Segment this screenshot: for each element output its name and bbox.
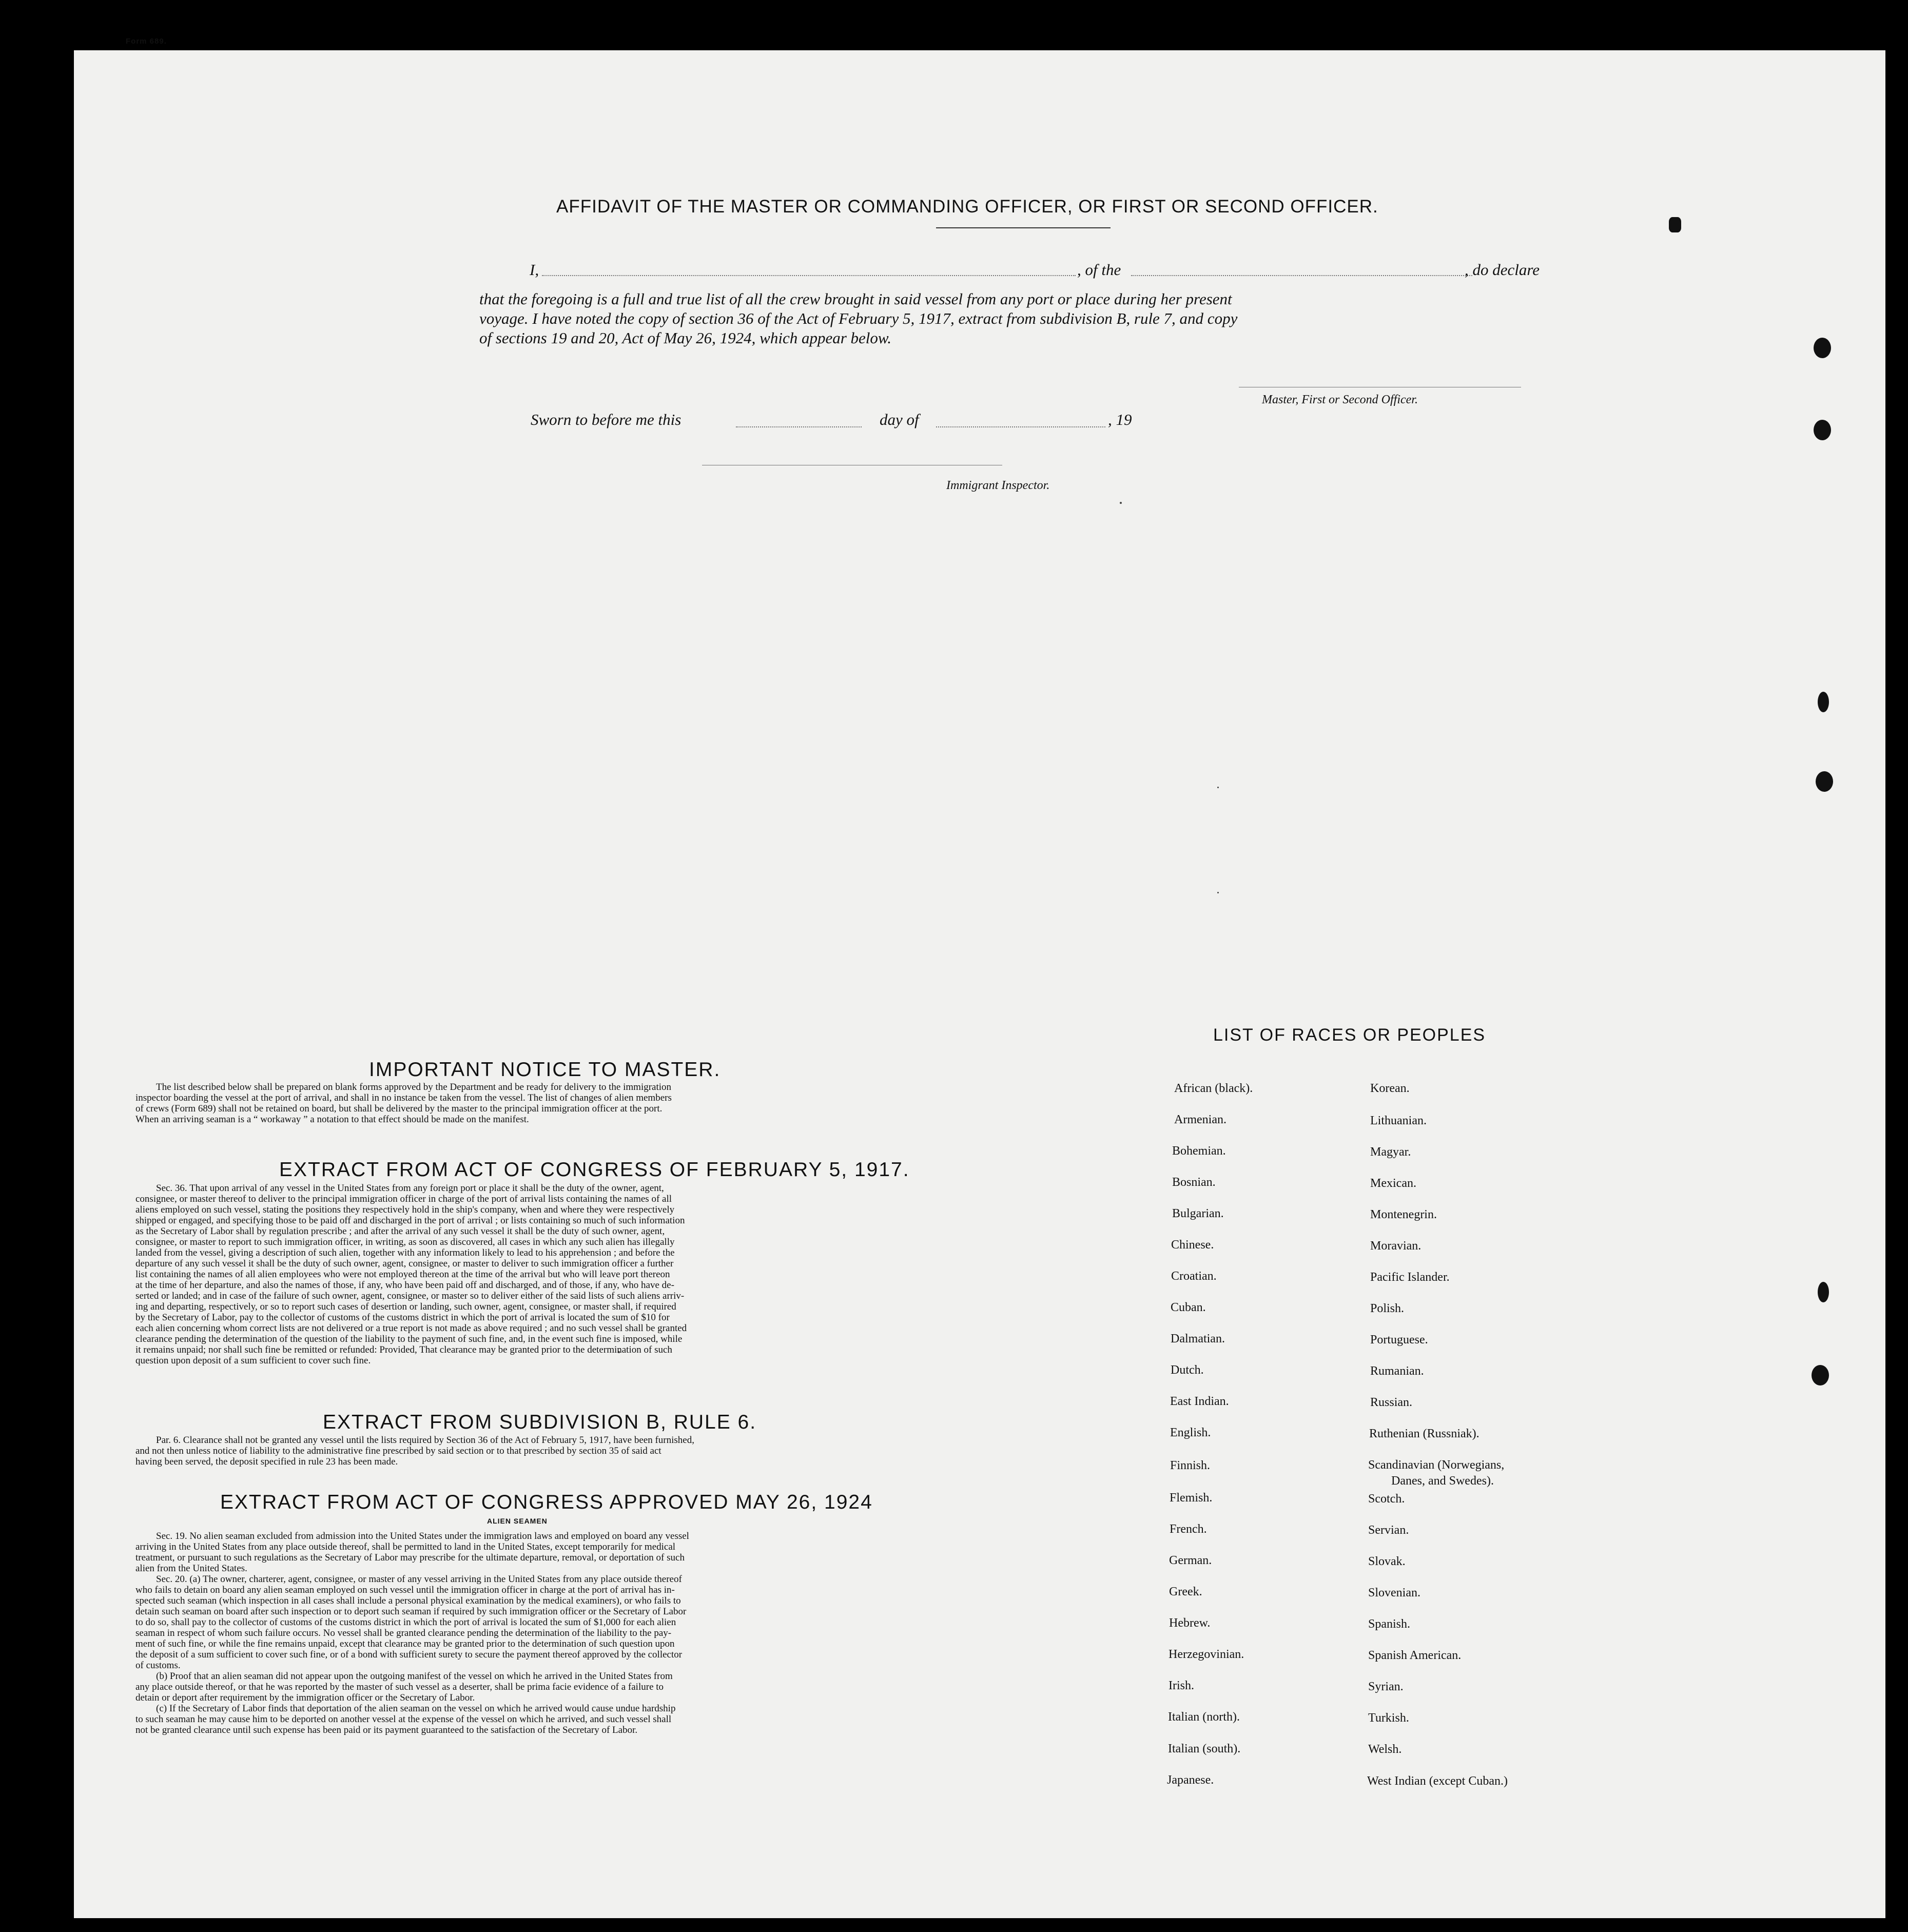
race-left-item: Croatian.	[1171, 1270, 1217, 1283]
form-number: Form 689.	[126, 37, 167, 46]
race-right-item: Polish.	[1370, 1302, 1405, 1315]
races-title: LIST OF RACES OR PEOPLES	[1213, 1025, 1486, 1045]
notice-line: of crews (Form 689) shall not be retained on board, but shall be delivered by the master to the principal immigration officer at the port.	[135, 1103, 663, 1114]
race-right-item: Moravian.	[1370, 1239, 1422, 1253]
race-right-item: Portuguese.	[1370, 1333, 1428, 1346]
race-left-item: Japanese.	[1167, 1773, 1214, 1787]
extract-1917-title: EXTRACT FROM ACT OF CONGRESS OF FEBRUARY 5, 1917.	[279, 1159, 910, 1181]
affidavit-of-the: , of the	[1077, 261, 1121, 279]
extract-1917-line: list containing the names of all alien employees who were not employed thereon at the time of the arrival but who will leave port thereon	[135, 1269, 670, 1280]
race-right-item: Ruthenian (Russniak).	[1369, 1427, 1479, 1440]
race-left-item: Flemish.	[1170, 1491, 1213, 1505]
race-left-item: Irish.	[1169, 1679, 1194, 1692]
race-right-item: Scandinavian (Norwegians,	[1368, 1458, 1505, 1472]
extract-1924-line: any place outside thereof, or that he was reported by the master of such vessel as a deserter, shall be prima facie evidence of a failure to	[135, 1682, 664, 1692]
extract-1917-line: Sec. 36. That upon arrival of any vessel in the United States from any foreign port or place it shall be the duty of the owner, agent,	[156, 1183, 664, 1194]
race-right-item: Montenegrin.	[1370, 1208, 1437, 1221]
extract-1924-line: spected such seaman (which inspection in all cases shall include a personal physical examination by the medical examiners), or who fails to	[135, 1595, 681, 1606]
punch-hole	[1818, 1282, 1829, 1302]
extract-1917-line: question upon deposit of a sum sufficient to cover such fine.	[135, 1355, 371, 1366]
affidavit-line-4: of sections 19 and 20, Act of May 26, 1924, which appear below.	[479, 329, 892, 347]
race-left-item: Greek.	[1169, 1585, 1202, 1598]
race-left-item: Armenian.	[1174, 1113, 1226, 1126]
extract-1917-line: by the Secretary of Labor, pay to the collector of customs of the customs district in which the port of arrival is located the sum of $10 for	[135, 1312, 670, 1323]
extract-1924-line: seaman in respect of whom such failure occurs. No vessel shall be granted clearance pending the determination of the liability to the pay-	[135, 1628, 672, 1638]
race-left-item: Herzegovinian.	[1169, 1648, 1244, 1661]
extract-1924-line: not be granted clearance until such expense has been paid or its payment guaranteed to the satisfaction of the Secretary of Labor.	[135, 1725, 638, 1735]
scan-speck	[1120, 502, 1122, 504]
race-left-item: Bohemian.	[1172, 1144, 1226, 1158]
extract-1924-title: EXTRACT FROM ACT OF CONGRESS APPROVED MAY 26, 1924	[220, 1491, 873, 1513]
race-right-item: Slovak.	[1368, 1555, 1406, 1568]
sworn-year: , 19	[1108, 411, 1132, 428]
race-left-item: Italian (south).	[1168, 1742, 1241, 1755]
race-left-item: Italian (north).	[1168, 1710, 1240, 1724]
race-right-item: Scotch.	[1368, 1492, 1405, 1506]
race-right-item: Magyar.	[1370, 1145, 1411, 1159]
affidavit-i-label: I,	[530, 261, 539, 279]
extract-1924-line: who fails to detain on board any alien seaman employed on such vessel until the immigration officer in charge at the port of arrival has in-	[135, 1585, 675, 1595]
extract-1924-line: arriving in the United States from any place outside thereof, shall be permitted to land in the United States, except temporarily for medical	[135, 1541, 676, 1552]
race-left-item: East Indian.	[1170, 1395, 1229, 1408]
sworn-label: Sworn to before me this	[531, 411, 682, 428]
affidavit-do-declare: , do declare	[1465, 261, 1540, 279]
scan-speck	[1217, 892, 1219, 893]
extract-rule6-line: having been served, the deposit specified in rule 23 has been made.	[135, 1456, 398, 1467]
race-left-item: Bosnian.	[1172, 1176, 1216, 1189]
ink-blot	[1669, 217, 1681, 232]
race-right-item: Danes, and Swedes).	[1391, 1474, 1494, 1488]
punch-hole	[1818, 692, 1829, 712]
race-right-item: Russian.	[1370, 1396, 1413, 1409]
extract-1917-line: consignee, or master to report to such immigration officer, in writing, as soon as discovered, all cases in which any such alien has illegally	[135, 1237, 675, 1247]
race-left-item: Bulgarian.	[1172, 1207, 1224, 1220]
punch-hole	[1816, 771, 1833, 792]
extract-1917-line: shipped or engaged, and specifying those to be paid off and discharged in the port of arrival ; or lists containing so much of such information	[135, 1215, 685, 1226]
document-page	[74, 50, 1885, 1918]
race-right-item: Mexican.	[1370, 1177, 1416, 1190]
race-left-item: Hebrew.	[1169, 1616, 1211, 1630]
extract-1924-line: ment of such fine, or while the fine remains unpaid, except that clearance may be granted prior to the determination of such question upon	[135, 1638, 675, 1649]
extract-1924-line: to such seaman he may cause him to be deported on another vessel at the expense of the vessel on which he arrived, and such vessel shall	[135, 1714, 672, 1725]
punch-hole	[1814, 338, 1831, 358]
race-right-item: West Indian (except Cuban.)	[1367, 1774, 1508, 1788]
notice-line: When an arriving seaman is a “ workaway ” a notation to that effect should be made on the manifest.	[135, 1114, 529, 1125]
extract-1917-line: ing and departing, respectively, or so to report such cases of desertion or landing, such owner, agent, consignee, or master shall, if required	[135, 1301, 676, 1312]
extract-1924-line: detain or deport after requirement by the immigration officer or the Secretary of Labor.	[135, 1692, 475, 1703]
extract-1917-line: departure of any such vessel it shall be the duty of such owner, agent, consignee, or master to deliver to such immigration officer a further	[135, 1258, 674, 1269]
notice-text	[135, 1082, 931, 1125]
extract-rule6-text	[135, 1435, 954, 1467]
race-right-item: Welsh.	[1368, 1743, 1402, 1756]
extract-1917-line: as the Secretary of Labor shall by regulation prescribe ; and after the arrival of any such vessel it shall be the duty of such owner, agent,	[135, 1226, 665, 1237]
name-blank[interactable]	[542, 275, 1076, 276]
extract-1917-line: each alien concerning whom correct lists are not delivered or a true report is not made as above required ; and no such vessel shall be granted	[135, 1323, 687, 1334]
notice-line: The list described below shall be prepared on blank forms approved by the Department and be ready for delivery to the immigration	[156, 1082, 672, 1092]
extract-1924-text	[135, 1531, 954, 1735]
punch-hole	[1814, 420, 1831, 440]
extract-1924-line: treatment, or pursuant to such regulations as the Secretary of Labor may prescribe for the ultimate departure, removal, or deportation of such	[135, 1552, 685, 1563]
extract-1917-line: at the time of her departure, and also the names of those, if any, who have been paid off and discharged, and of those, if any, who have de-	[135, 1280, 674, 1291]
extract-1924-line: Sec. 19. No alien seaman excluded from admission into the United States under the immigration laws and employed on board any vessel	[156, 1531, 689, 1541]
day-of-label: day of	[880, 411, 919, 428]
extract-1924-line: detain such seaman on board after such inspection or to deport such seaman if required by such immigration officer or the Secretary of Labor	[135, 1606, 687, 1617]
race-right-item: Korean.	[1370, 1082, 1410, 1095]
race-left-item: Dalmatian.	[1171, 1332, 1225, 1345]
affidavit-line-2: that the foregoing is a full and true list of all the crew brought in said vessel from any port or place during her present	[479, 290, 1232, 308]
extract-1924-line: (c) If the Secretary of Labor finds that deportation of the alien seaman on the vessel on which he arrived would cause undue hardship	[156, 1703, 676, 1714]
extract-1924-line: (b) Proof that an alien seaman did not appear upon the outgoing manifest of the vessel on which he arrived in the United States from	[156, 1671, 673, 1682]
extract-1917-line: serted or landed; and in case of the failure of such owner, agent, consignee, or master so to deliver either of the said lists of such aliens arriv-	[135, 1291, 685, 1301]
extract-1924-subtitle: ALIEN SEAMEN	[487, 1517, 548, 1525]
extract-1924-line: the deposit of a sum sufficient to cover such fine, or of a bond with sufficient surety to secure the payment thereof approved by the collector	[135, 1649, 683, 1660]
title-underline	[936, 227, 1111, 228]
race-right-item: Pacific Islander.	[1370, 1271, 1450, 1284]
extract-1917-line: aliens employed on such vessel, stating the positions they respectively hold in the ship's company, when and where they were respectively	[135, 1204, 675, 1215]
extract-1917-line: clearance pending the determination of the question of the liability to the payment of such fine, and, in the event such fine is imposed, while	[135, 1334, 683, 1344]
race-right-item: Slovenian.	[1368, 1586, 1420, 1599]
extract-1917-line: consignee, or master thereof to deliver to the principal immigration officer in charge of the port of arrival lists containing the names of all	[135, 1194, 672, 1204]
extract-1917-line: it remains unpaid; nor shall such fine be remitted or refunded: Provided, That clearance may be granted prior to the determination of such	[135, 1344, 672, 1355]
inspector-caption: Immigrant Inspector.	[946, 479, 1050, 492]
affidavit-title: AFFIDAVIT OF THE MASTER OR COMMANDING OFFICER, OR FIRST OR SECOND OFFICER.	[556, 197, 1378, 217]
extract-rule6-line: Par. 6. Clearance shall not be granted any vessel until the lists required by Section 36 of the Act of February 5, 1917, have been furnished,	[156, 1435, 694, 1446]
scan-speck	[1217, 787, 1219, 788]
race-right-item: Lithuanian.	[1370, 1114, 1427, 1127]
race-left-item: German.	[1169, 1554, 1212, 1567]
extract-1924-line: to do so, shall pay to the collector of customs of the customs district in which the port of arrival is located the sum of $1,000 for each alien	[135, 1617, 676, 1628]
extract-1924-line: Sec. 20. (a) The owner, charterer, agent, consignee, or master of any vessel arriving in the United States from any place outside thereof	[156, 1574, 682, 1585]
extract-rule6-title: EXTRACT FROM SUBDIVISION B, RULE 6.	[323, 1411, 757, 1433]
notice-title: IMPORTANT NOTICE TO MASTER.	[369, 1059, 721, 1081]
extract-1924-line: alien from the United States.	[135, 1563, 247, 1574]
race-right-item: Turkish.	[1368, 1711, 1409, 1725]
race-right-item: Syrian.	[1368, 1680, 1404, 1693]
race-right-item: Servian.	[1368, 1524, 1409, 1537]
race-right-item: Rumanian.	[1370, 1364, 1424, 1378]
race-left-item: African (black).	[1174, 1082, 1253, 1095]
race-left-item: Finnish.	[1170, 1459, 1211, 1472]
extract-1917-text	[135, 1183, 954, 1366]
race-left-item: Cuban.	[1171, 1301, 1206, 1314]
punch-hole	[1812, 1365, 1829, 1385]
extract-1924-line: of customs.	[135, 1660, 181, 1671]
race-left-item: Chinese.	[1171, 1238, 1214, 1252]
notice-line: inspector boarding the vessel at the port of arrival, and shall in no instance be taken from the vessel. The list of changes of alien members	[135, 1092, 672, 1103]
race-left-item: English.	[1170, 1426, 1211, 1439]
extract-1917-line: landed from the vessel, giving a description of such alien, together with any information likely to lead to his apprehension ; and before the	[135, 1247, 675, 1258]
race-right-item: Spanish American.	[1368, 1649, 1462, 1662]
master-signature-caption: Master, First or Second Officer.	[1262, 393, 1418, 406]
sworn-day-blank[interactable]	[736, 426, 862, 427]
vessel-blank[interactable]	[1131, 275, 1472, 276]
race-left-item: French.	[1170, 1523, 1207, 1536]
extract-rule6-line: and not then unless notice of liability to the administrative fine prescribed by said section or to that prescribed by section 35 of said act	[135, 1446, 661, 1456]
race-right-item: Spanish.	[1368, 1617, 1411, 1631]
affidavit-line-3: voyage. I have noted the copy of section 36 of the Act of February 5, 1917, extract from subdivision B, rule 7, and copy	[479, 309, 1238, 327]
race-left-item: Dutch.	[1171, 1363, 1204, 1377]
sworn-month-blank[interactable]	[936, 426, 1105, 427]
